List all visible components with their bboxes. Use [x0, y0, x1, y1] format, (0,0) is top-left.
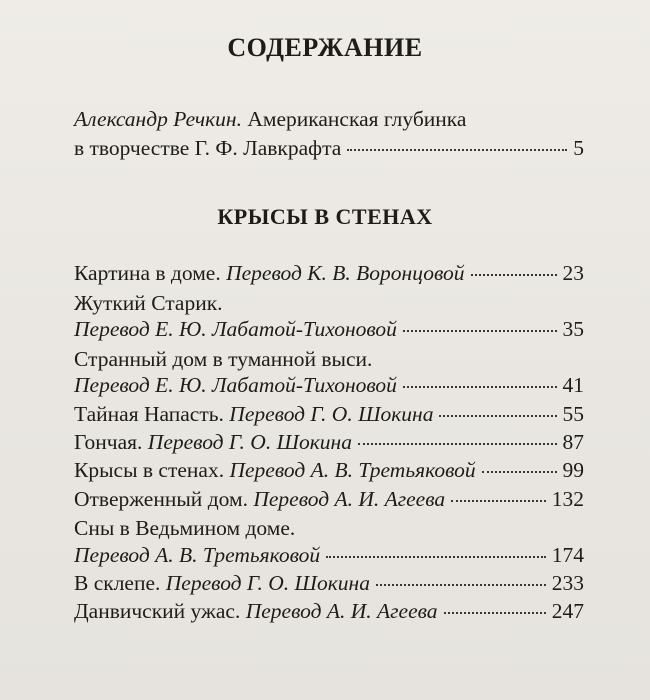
- entry-translator: Перевод Е. Ю. Лабатой-Тихоновой: [74, 373, 397, 397]
- leader-dots: [326, 556, 546, 558]
- page-number: 41: [562, 373, 584, 397]
- entry-translator: Перевод К. В. Воронцовой: [226, 261, 465, 285]
- page-number: 23: [562, 261, 584, 285]
- leader-dots: [358, 443, 557, 445]
- entry-title: Данвичский ужас.: [74, 599, 241, 623]
- page-number: 233: [551, 571, 584, 595]
- leader-dots: [482, 471, 557, 473]
- intro-title-part-2: в творчестве Г. Ф. Лавкрафта: [74, 136, 342, 160]
- leader-dots: [347, 149, 567, 151]
- toc-entry: [74, 484, 584, 514]
- page-number: 55: [562, 402, 584, 426]
- section-title: КРЫСЫ В СТЕНАХ: [217, 204, 433, 229]
- leader-dots: [403, 330, 557, 332]
- toc-entry: [74, 370, 584, 400]
- entry-translator: Перевод Г. О. Шокина: [165, 571, 370, 595]
- entry-title: В склепе.: [74, 571, 161, 595]
- entry-translator: Перевод А. И. Агеева: [245, 599, 438, 623]
- toc-entry-title-line: [74, 513, 584, 543]
- intro-entry-line-2: [74, 133, 584, 163]
- leader-dots: [471, 274, 557, 276]
- entry-translator: Перевод А. В. Третьяковой: [74, 543, 321, 567]
- entry-title: Жуткий Старик.: [74, 291, 223, 315]
- entry-title: Тайная Напасть.: [74, 402, 224, 426]
- toc-entry: [74, 258, 584, 288]
- page-number: 247: [551, 599, 584, 623]
- entry-translator: Перевод Г. О. Шокина: [229, 402, 434, 426]
- page-number: 132: [551, 487, 584, 511]
- toc-entry: [74, 568, 584, 598]
- entry-translator: Перевод А. И. Агеева: [253, 487, 446, 511]
- entry-translator: Перевод Г. О. Шокина: [147, 430, 352, 454]
- leader-dots: [403, 386, 557, 388]
- intro-entry-line-1: [74, 104, 584, 134]
- toc-entry: [74, 540, 584, 570]
- entry-translator: Перевод А. В. Третьяковой: [229, 458, 476, 482]
- leader-dots: [376, 584, 546, 586]
- toc-entry: [74, 596, 584, 626]
- leader-dots: [444, 612, 546, 614]
- page-number: 174: [551, 543, 584, 567]
- toc-entry: [74, 427, 584, 457]
- toc-entry: [74, 455, 584, 485]
- page-number: 87: [562, 430, 584, 454]
- page-number: 99: [562, 458, 584, 482]
- toc-entry: [74, 399, 584, 429]
- entry-title: Гончая.: [74, 430, 143, 454]
- page-number: 5: [573, 136, 584, 160]
- leader-dots: [439, 415, 556, 417]
- intro-author: Александр Речкин.: [74, 107, 242, 131]
- leader-dots: [451, 500, 546, 502]
- entry-title: Странный дом в туманной выси.: [74, 347, 373, 371]
- intro-title-part-1: Американская глубинка: [247, 107, 467, 131]
- page-title: СОДЕРЖАНИЕ: [227, 33, 423, 62]
- entry-translator: Перевод Е. Ю. Лабатой-Тихоновой: [74, 317, 397, 341]
- entry-title: Сны в Ведьмином доме.: [74, 516, 296, 540]
- page-number: 35: [562, 317, 584, 341]
- toc-entry: [74, 314, 584, 344]
- entry-title: Картина в доме.: [74, 261, 221, 285]
- entry-title: Отверженный дом.: [74, 487, 248, 511]
- entry-title: Крысы в стенах.: [74, 458, 225, 482]
